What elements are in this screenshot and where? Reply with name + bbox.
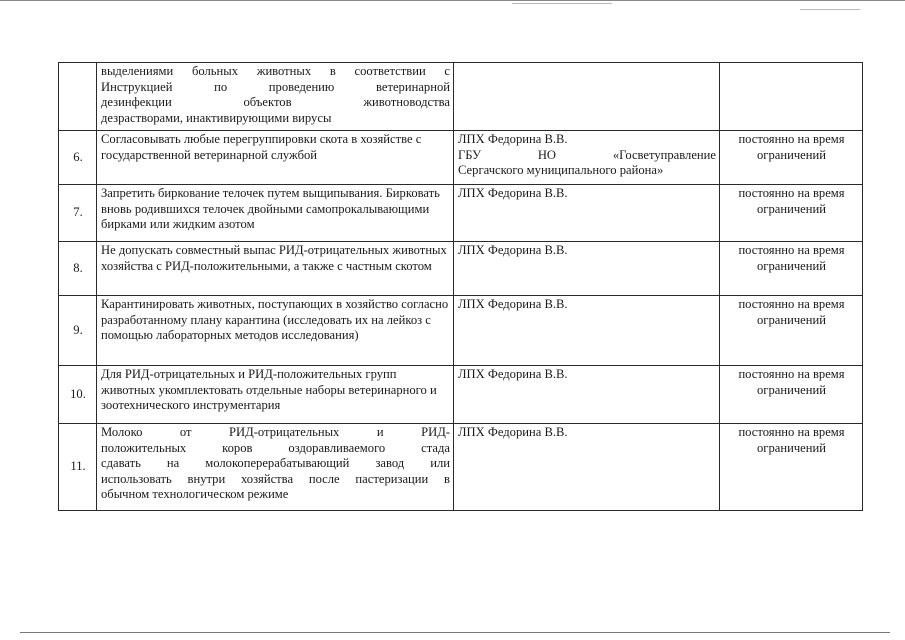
row-number: 8. bbox=[59, 242, 97, 296]
measure-cell: Карантинировать животных, поступающих в хозяйство согласно разработанному плану карантина (исследовать их на лейкоз с помощью лабораторных методов исследования) bbox=[97, 296, 454, 366]
measure-cell: Запретить биркование телочек путем выщипывания. Бирковать вновь родившихся телочек двойными самопрокалывающими бирками или жидким азотом bbox=[97, 185, 454, 242]
responsible-cell bbox=[454, 63, 720, 131]
table-row bbox=[59, 185, 863, 242]
measure-line: Инструкцией по проведению ветеринарной bbox=[101, 79, 450, 94]
table-row bbox=[59, 131, 863, 185]
term-cell: постоянно на время ограничений bbox=[720, 185, 863, 242]
row-number: 7. bbox=[59, 185, 97, 242]
table-row bbox=[59, 424, 863, 511]
row-number: 6. bbox=[59, 131, 97, 185]
responsible-organization-line bbox=[458, 148, 716, 164]
measure-line: обычном технологическом режиме bbox=[101, 487, 289, 502]
table-row bbox=[59, 296, 863, 366]
measures-table bbox=[58, 62, 863, 511]
measure-line: Молоко от РИД-отрицательных и РИД- bbox=[101, 425, 450, 439]
row-number: 10. bbox=[59, 366, 97, 424]
org-word: НО bbox=[537, 147, 557, 162]
term-cell: постоянно на время ограничений bbox=[720, 242, 863, 296]
table-row bbox=[59, 366, 863, 424]
measure-line: дезрастворами, инактивирующими вирусы bbox=[101, 110, 332, 125]
measure-line: выделениями больных животных в соответствии с bbox=[101, 64, 450, 78]
measure-cell bbox=[97, 63, 454, 131]
measure-cell: Для РИД-отрицательных и РИД-положительных групп животных укомплектовать отдельные наборы ветеринарного и зоотехнического инструментария bbox=[97, 366, 454, 424]
measure-line: сдавать на молокоперерабатывающий завод или bbox=[101, 456, 450, 471]
scan-artifact-top-dash bbox=[512, 3, 612, 4]
term-cell: постоянно на время ограничений bbox=[720, 131, 863, 185]
scan-artifact-bottom bbox=[20, 632, 890, 633]
responsible-organization-tail: Сергачского муниципального района» bbox=[458, 163, 664, 178]
measure-cell bbox=[97, 424, 454, 511]
measure-line: использовать внутри хозяйства после пастеризации в bbox=[101, 471, 450, 486]
responsible-cell: ЛПХ Федорина В.В. bbox=[454, 366, 720, 424]
table-row bbox=[59, 242, 863, 296]
term-cell bbox=[720, 63, 863, 131]
responsible-cell bbox=[454, 131, 720, 185]
responsible-name: ЛПХ Федорина В.В. bbox=[458, 132, 568, 146]
measure-line: положительных коров оздоравливаемого стада bbox=[101, 440, 450, 455]
table-row bbox=[59, 63, 863, 131]
responsible-cell: ЛПХ Федорина В.В. bbox=[454, 424, 720, 511]
row-number: 11. bbox=[59, 424, 97, 511]
responsible-cell: ЛПХ Федорина В.В. bbox=[454, 185, 720, 242]
measure-cell: Согласовывать любые перегруппировки скота в хозяйстве с государственной ветеринарной службой bbox=[97, 131, 454, 185]
responsible-cell: ЛПХ Федорина В.В. bbox=[454, 242, 720, 296]
measure-line: дезинфекции объектов животноводства bbox=[101, 95, 450, 110]
scan-artifact-top-dash bbox=[800, 9, 860, 10]
scan-artifact-top bbox=[0, 0, 905, 1]
org-word: «Госветуправление bbox=[612, 147, 716, 162]
term-cell: постоянно на время ограничений bbox=[720, 366, 863, 424]
term-cell: постоянно на время ограничений bbox=[720, 296, 863, 366]
term-cell: постоянно на время ограничений bbox=[720, 424, 863, 511]
row-number: 9. bbox=[59, 296, 97, 366]
org-word: ГБУ bbox=[458, 147, 481, 162]
row-number bbox=[59, 63, 97, 131]
measure-cell: Не допускать совместный выпас РИД-отрицательных животных хозяйства с РИД-положительными, а также с частным скотом bbox=[97, 242, 454, 296]
responsible-cell: ЛПХ Федорина В.В. bbox=[454, 296, 720, 366]
